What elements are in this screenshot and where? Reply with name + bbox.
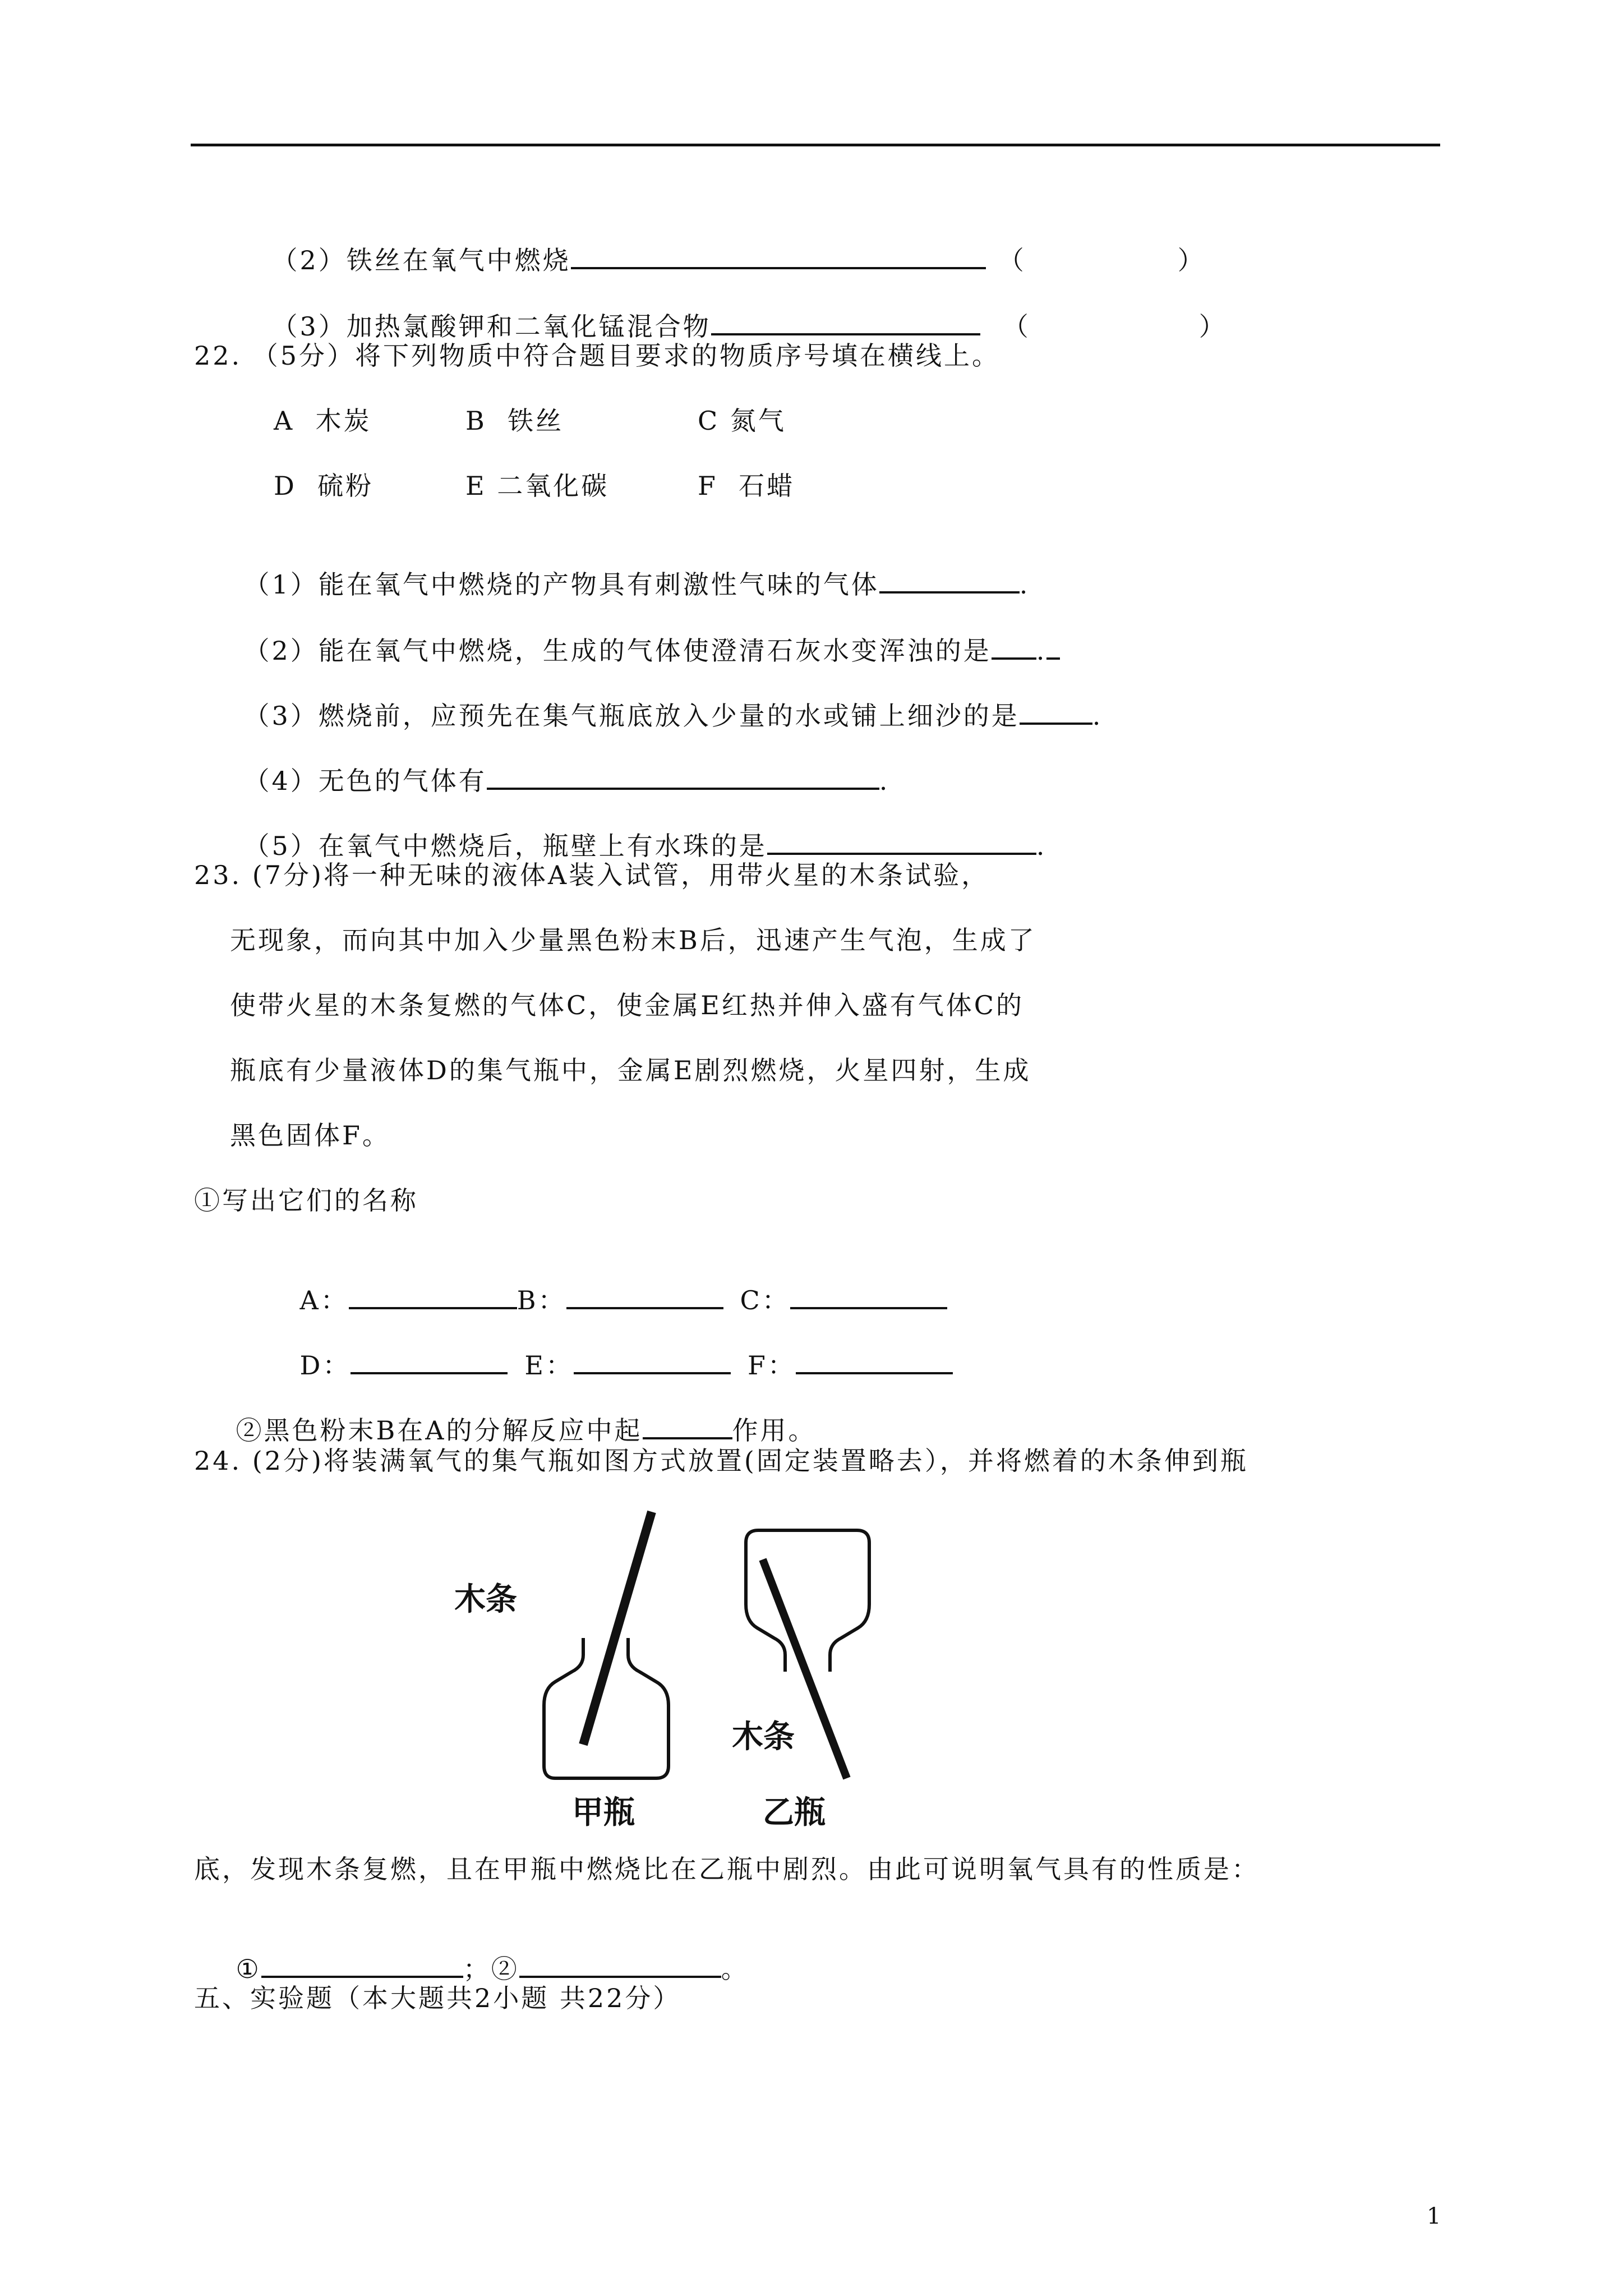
q22-sub1-text: （1）能在氧气中燃烧的产物具有刺激性气味的气体 — [243, 569, 879, 600]
section5-title: 五、实验题（本大题共2小题 共22分） — [194, 1983, 681, 2013]
page-number: 1 — [1427, 2203, 1441, 2229]
q21-item2-answer-blank[interactable] — [571, 242, 986, 269]
q21-item3-answer-blank[interactable] — [711, 309, 980, 335]
q22-sub1-blank[interactable] — [879, 567, 1020, 593]
q22-option-b: B 铁丝 — [465, 406, 564, 436]
q23-line4: 瓶底有少量液体D的集气瓶中，金属E剧烈燃烧，火星四射，生成 — [230, 1055, 1031, 1085]
q22-sub4-blank[interactable] — [487, 763, 879, 790]
q23-label-e: E： — [524, 1350, 574, 1381]
q22-sub5-text: （5）在氧气中燃烧后，瓶壁上有水珠的是 — [243, 831, 767, 861]
q23-label-f: F： — [747, 1350, 796, 1381]
q21-item3-label: （3）加热氯酸钾和二氧化锰混合物 — [271, 311, 711, 342]
q24-line1: 24. (2分)将装满氧气的集气瓶如图方式放置(固定装置略去），并将燃着的木条伸到瓶 — [194, 1446, 1248, 1476]
q24-answer-mark1: ① — [236, 1954, 261, 1984]
q23-label-d: D： — [299, 1350, 351, 1381]
label-bottle-left: 甲瓶 — [572, 1795, 635, 1831]
q24-figure-svg — [454, 1503, 897, 1834]
q21-item2-paren-open: （ — [998, 245, 1026, 275]
q23-line5: 黑色固体F。 — [230, 1120, 390, 1151]
q22-sub3-end: . — [1092, 701, 1103, 731]
q22-sub5-end: . — [1036, 831, 1047, 861]
q23-blank-c[interactable] — [790, 1282, 947, 1309]
q23-line1: 23. (7分)将一种无味的液体A装入试管，用带火星的木条试验， — [194, 860, 990, 890]
q22-sub5-blank[interactable] — [767, 828, 1036, 855]
q22-sub3-text: （3）燃烧前，应预先在集气瓶底放入少量的水或铺上细沙的是 — [243, 701, 1020, 731]
q23-part1: ①写出它们的名称 — [194, 1185, 418, 1216]
q24-answer-end: 。 — [721, 1954, 749, 1984]
q22-sub1-end: . — [1019, 569, 1030, 600]
q22-option-d: D 硫粉 — [274, 471, 374, 501]
q24-line2: 底，发现木条复燃，且在甲瓶中燃烧比在乙瓶中剧烈。由此可说明氧气具有的性质是： — [194, 1854, 1260, 1884]
q23-line3: 使带火星的木条复燃的气体C，使金属E红热并伸入盛有气体C的 — [230, 990, 1024, 1020]
q24-figure — [454, 1503, 897, 1834]
q23-part2-before: ②黑色粉末B在A的分解反应中起 — [236, 1415, 643, 1446]
q21-item3-paren-open: （ — [1002, 311, 1031, 342]
q23-label-a: A： — [299, 1285, 349, 1315]
q24-answer-sep: ；② — [463, 1954, 519, 1984]
q23-blank-b[interactable] — [566, 1282, 723, 1309]
q22-sub3-blank[interactable] — [1020, 698, 1092, 725]
left-stick — [583, 1512, 652, 1745]
q22-option-e: E 二氧化碳 — [465, 471, 610, 501]
q22-sub4-end: . — [879, 766, 890, 796]
q23-line2: 无现象，而向其中加入少量黑色粉末B后，迅速产生气泡，生成了 — [230, 925, 1036, 955]
q24-blank-1[interactable] — [261, 1951, 463, 1978]
q22-sub4-text: （4）无色的气体有 — [243, 766, 487, 796]
header-rule — [191, 144, 1440, 146]
q23-label-b: B： — [517, 1285, 566, 1315]
q22-sub2-text: （2）能在氧气中燃烧，生成的气体使澄清石灰水变浑浊的是 — [243, 636, 992, 666]
q23-part2-blank[interactable] — [643, 1412, 732, 1439]
q24-blank-2[interactable] — [519, 1951, 721, 1978]
q22-option-a: A 木炭 — [274, 406, 372, 436]
q22-sub2-blank[interactable] — [992, 633, 1036, 660]
q22-option-f: F 石蜡 — [698, 471, 795, 501]
right-bottle — [746, 1530, 869, 1672]
label-stick-left: 木条 — [454, 1581, 517, 1618]
q22-sub2-end: . — [1036, 636, 1047, 666]
q21-item2-label: （2）铁丝在氧气中燃烧 — [271, 245, 571, 275]
q21-item2-paren-close: ） — [1177, 245, 1206, 275]
label-stick-right: 木条 — [732, 1719, 795, 1755]
q23-blank-d[interactable] — [351, 1347, 508, 1374]
q22-option-c: C 氮气 — [698, 406, 786, 436]
label-bottle-right: 乙瓶 — [763, 1795, 826, 1831]
q23-blank-e[interactable] — [574, 1347, 731, 1374]
q23-blank-a[interactable] — [349, 1282, 517, 1309]
q22-sub2-tail — [1046, 633, 1060, 660]
q23-part2-after: 作用。 — [732, 1415, 817, 1446]
q23-label-c: C： — [740, 1285, 790, 1315]
q23-blank-f[interactable] — [796, 1347, 953, 1374]
q22-title: 22. （5分）将下列物质中符合题目要求的物质序号填在横线上。 — [194, 341, 1000, 371]
q21-item3-paren-close: ） — [1198, 311, 1227, 342]
